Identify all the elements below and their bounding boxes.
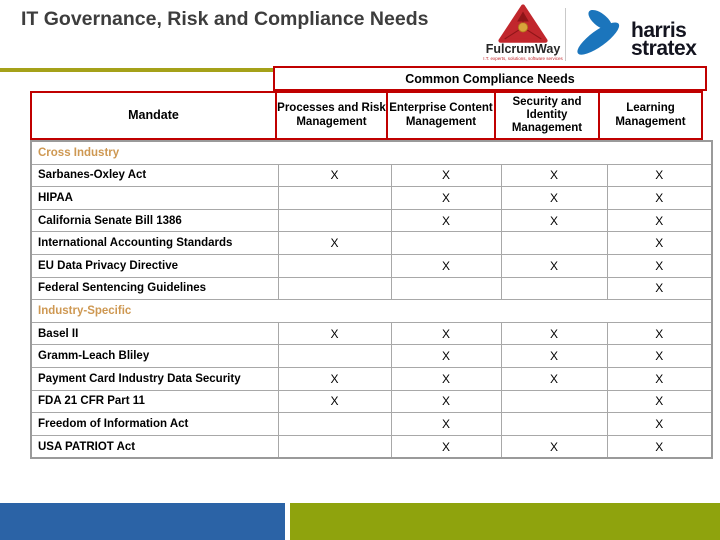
mandate-label: International Accounting Standards: [31, 232, 278, 255]
fulcrumway-logo-text: FulcrumWay: [485, 42, 561, 56]
fulcrumway-tagline: I.T. experts, solutions, software services: [483, 56, 563, 61]
common-compliance-needs-banner: Common Compliance Needs: [273, 66, 707, 91]
capability-mark: X: [607, 254, 712, 277]
capability-mark-empty: [278, 277, 391, 300]
capability-mark: X: [501, 209, 607, 232]
capability-mark: X: [501, 345, 607, 368]
capability-mark: X: [278, 322, 391, 345]
capability-mark-empty: [501, 413, 607, 436]
mandate-label: Freedom of Information Act: [31, 413, 278, 436]
capability-mark: X: [391, 390, 501, 413]
logo-area: [475, 4, 715, 64]
capability-mark: X: [607, 390, 712, 413]
table-row: [31, 254, 712, 277]
footer-bar-blue: [0, 503, 285, 540]
table-header-row: [30, 91, 707, 140]
capability-mark-empty: [278, 187, 391, 210]
table-row: [31, 209, 712, 232]
page-title: IT Governance, Risk and Compliance Needs: [21, 8, 429, 30]
capability-mark: X: [607, 232, 712, 255]
harris-word: harris: [631, 18, 687, 42]
mandate-label: Payment Card Industry Data Security: [31, 367, 278, 390]
capability-mark: X: [607, 322, 712, 345]
stratex-word: stratex: [631, 36, 697, 60]
capability-mark-empty: [501, 390, 607, 413]
table-row: [31, 435, 712, 458]
capability-mark-empty: [501, 277, 607, 300]
column-header-enterprise-content: Enterprise Content Management: [386, 91, 496, 140]
capability-mark: X: [607, 187, 712, 210]
capability-mark: X: [278, 164, 391, 187]
table-row: [31, 187, 712, 210]
capability-mark: X: [391, 254, 501, 277]
column-header-learning: Learning Management: [598, 91, 703, 140]
capability-mark: X: [501, 367, 607, 390]
mandate-label: Gramm-Leach Bliley: [31, 345, 278, 368]
capability-mark: X: [391, 164, 501, 187]
capability-mark: X: [501, 322, 607, 345]
fulcrumway-triangle-icon: [483, 4, 563, 44]
capability-mark-empty: [391, 232, 501, 255]
logo-divider: [565, 8, 566, 61]
capability-mark-empty: [278, 209, 391, 232]
capability-mark: X: [278, 367, 391, 390]
column-header-security-identity: Security and Identity Management: [494, 91, 600, 140]
capability-mark-empty: [278, 413, 391, 436]
mandate-column-header: Mandate: [30, 91, 277, 140]
table-row: [31, 277, 712, 300]
harris-stratex-logo: [569, 6, 696, 65]
capability-mark: X: [501, 254, 607, 277]
section-header-row: [31, 300, 712, 323]
capability-mark: X: [607, 435, 712, 458]
compliance-table-body: [31, 141, 712, 458]
section-header-row: [31, 141, 712, 164]
capability-mark-empty: [278, 435, 391, 458]
column-header-processes-risk: Processes and Risk Management: [275, 91, 388, 140]
mandate-label: Federal Sentencing Guidelines: [31, 277, 278, 300]
title-underline-rule: [0, 68, 275, 72]
table-row: [31, 164, 712, 187]
table-row: [31, 390, 712, 413]
mandate-label: HIPAA: [31, 187, 278, 210]
footer-bar-olive: [290, 503, 720, 540]
capability-mark: X: [607, 164, 712, 187]
capability-mark: X: [278, 232, 391, 255]
capability-mark: X: [607, 413, 712, 436]
capability-mark: X: [607, 209, 712, 232]
harris-stratex-x-icon: [569, 6, 635, 65]
capability-mark-empty: [278, 345, 391, 368]
table-row: [31, 322, 712, 345]
harris-stratex-logo-text: [631, 14, 697, 60]
fulcrumway-logo: [483, 4, 563, 61]
mandate-label: California Senate Bill 1386: [31, 209, 278, 232]
capability-mark: X: [391, 345, 501, 368]
table-row: [31, 232, 712, 255]
capability-mark-empty: [391, 277, 501, 300]
capability-mark: X: [391, 187, 501, 210]
table-row: [31, 345, 712, 368]
capability-mark: X: [607, 345, 712, 368]
mandate-label: Sarbanes-Oxley Act: [31, 164, 278, 187]
mandate-label: Basel II: [31, 322, 278, 345]
capability-mark: X: [278, 390, 391, 413]
capability-mark: X: [607, 277, 712, 300]
capability-mark: X: [501, 435, 607, 458]
capability-mark-empty: [501, 232, 607, 255]
compliance-matrix-table: [30, 140, 713, 459]
capability-mark: X: [391, 322, 501, 345]
capability-mark: X: [391, 435, 501, 458]
mandate-label: USA PATRIOT Act: [31, 435, 278, 458]
mandate-label: EU Data Privacy Directive: [31, 254, 278, 277]
capability-mark: X: [391, 413, 501, 436]
capability-mark: X: [607, 367, 712, 390]
section-label: Cross Industry: [31, 141, 712, 164]
section-label: Industry-Specific: [31, 300, 712, 323]
capability-mark-empty: [278, 254, 391, 277]
table-row: [31, 413, 712, 436]
capability-mark: X: [391, 367, 501, 390]
capability-mark: X: [501, 164, 607, 187]
table-row: [31, 367, 712, 390]
capability-mark: X: [391, 209, 501, 232]
capability-mark: X: [501, 187, 607, 210]
mandate-label: FDA 21 CFR Part 11: [31, 390, 278, 413]
